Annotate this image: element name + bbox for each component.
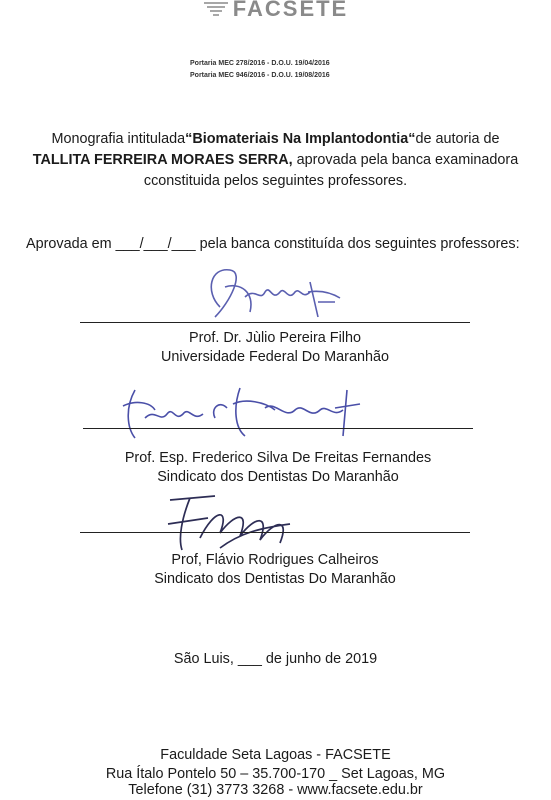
author-name: TALLITA FERREIRA MORAES SERRA, [32, 152, 293, 168]
examiner-1-name: Prof. Dr. Jùlio Pereira Filho [189, 330, 361, 346]
footer-address: Rua Ítalo Pontelo 50 – 35.700-170 _ Set Lagoas, MG [105, 766, 446, 782]
examiner-2-institution: Sindicato dos Dentistas Do Maranhão [157, 469, 399, 485]
approval-line: Aprovada em ___/___/___ pela banca constituída dos seguintes professores: [26, 236, 520, 252]
portaria-line-2: Portaria MEC 946/2016 - D.O.U. 19/08/2016 [190, 72, 330, 79]
signature-line-1 [80, 322, 470, 323]
logo-triangle-icon [203, 0, 229, 18]
signature-line-2 [83, 428, 473, 429]
monograph-title: “Biomateriais Na Implantodontia“ [185, 131, 416, 147]
signature-line-3 [80, 532, 470, 533]
examiner-1-institution: Universidade Federal Do Maranhão [161, 349, 389, 365]
signature-3-image [160, 488, 320, 558]
monograph-statement [22, 129, 529, 192]
signature-2-image [115, 378, 375, 448]
facsete-logo [0, 0, 551, 22]
examiner-2-name: Prof. Esp. Frederico Silva De Freitas Fernandes [124, 450, 432, 466]
portaria-line-1: Portaria MEC 278/2016 - D.O.U. 19/04/2016 [190, 60, 330, 67]
intro-prefix: Monografia intitulada [51, 131, 186, 147]
footer-contact: Telefone (31) 3773 3268 - www.facsete.edu.br [128, 782, 423, 798]
logo-text: FACSETE [232, 0, 349, 21]
examiner-3-name: Prof, Flávio Rodrigues Calheiros [171, 552, 379, 568]
intro-suffix: aprovada pela banca examinadora cconstituida pelos seguintes professores. [143, 152, 519, 189]
intro-middle: de autoria de [415, 131, 500, 147]
examiner-3-institution: Sindicato dos Dentistas Do Maranhão [154, 571, 396, 587]
footer-institution: Faculdade Seta Lagoas - FACSETE [160, 747, 391, 763]
date-line: São Luis, ___ de junho de 2019 [173, 651, 378, 667]
